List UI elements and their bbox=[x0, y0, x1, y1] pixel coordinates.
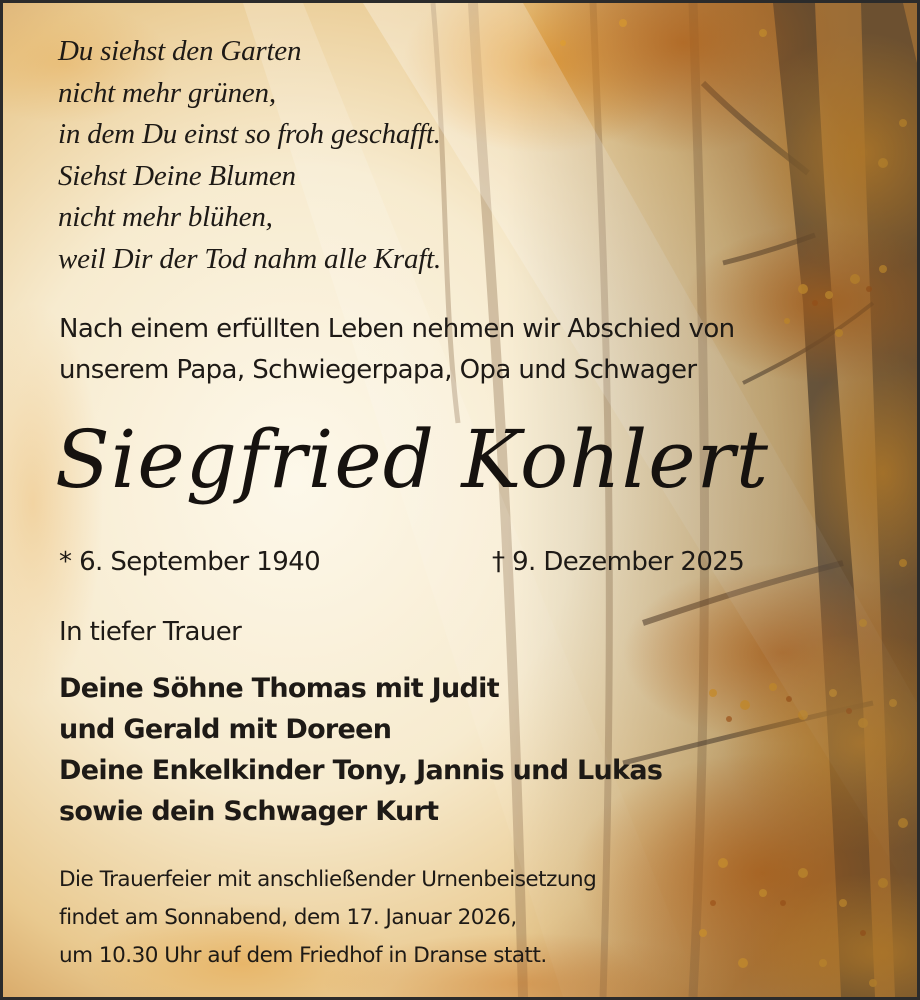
poem-line: Du siehst den Garten bbox=[58, 35, 302, 67]
poem-line: Siehst Deine Blumen bbox=[58, 159, 296, 192]
birth-date: * 6. September 1940 bbox=[59, 547, 321, 577]
funeral-line: um 10.30 Uhr auf dem Friedhof in Dranse statt. bbox=[59, 943, 547, 968]
intro-line: unserem Papa, Schwiegerpapa, Opa und Schwager bbox=[59, 355, 697, 385]
poem-line: nicht mehr blühen, bbox=[58, 201, 273, 233]
family-line: Deine Enkelkinder Tony, Jannis und Lukas bbox=[59, 755, 663, 786]
memorial-poem bbox=[58, 31, 441, 280]
intro-line: Nach einem erfüllten Leben nehmen wir Abschied von bbox=[59, 314, 735, 344]
death-date: † 9. Dezember 2025 bbox=[492, 547, 745, 577]
funeral-line: Die Trauerfeier mit anschließender Urnenbeisetzung bbox=[59, 867, 597, 892]
funeral-notice bbox=[59, 861, 596, 975]
obituary-content bbox=[3, 3, 917, 997]
poem-line: weil Dir der Tod nahm alle Kraft. bbox=[58, 242, 442, 275]
poem-line: nicht mehr grünen, bbox=[58, 76, 276, 109]
family-line: und Gerald mit Doreen bbox=[59, 714, 392, 745]
farewell-intro bbox=[59, 309, 735, 391]
deceased-name: Siegfried Kohlert bbox=[55, 413, 769, 506]
funeral-line: findet am Sonnabend, dem 17. Januar 2026, bbox=[59, 905, 517, 930]
family-list bbox=[59, 668, 662, 832]
mourning-heading: In tiefer Trauer bbox=[59, 617, 242, 647]
family-line: sowie dein Schwager Kurt bbox=[59, 796, 439, 827]
family-line: Deine Söhne Thomas mit Judit bbox=[59, 673, 499, 704]
poem-line: in dem Du einst so froh geschafft. bbox=[58, 118, 441, 150]
